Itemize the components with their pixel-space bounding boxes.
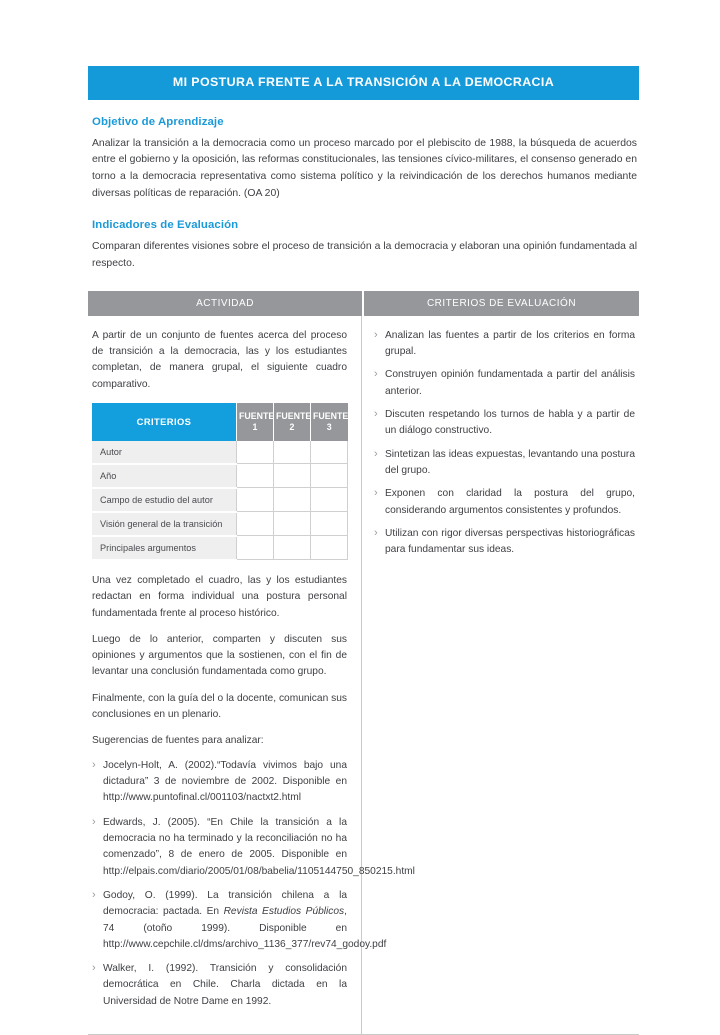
fuente-1-number: 1 (252, 421, 258, 432)
table-row (92, 536, 348, 560)
cuadro-cell-vision-fuente-1[interactable] (237, 512, 274, 536)
fuente-ref-4: Walker, I. (1992). Transición y consolidación democrática en Chile. Charla dictada en la Universidad de Notre Dame en 1992. (103, 963, 347, 1007)
criterio-6: Utilizan con rigor diversas perspectivas historiográficas para fundamentar sus ideas. (385, 527, 635, 556)
cuadro-row-label-ano: Año (92, 464, 237, 488)
sugerencias-fuentes-label: Sugerencias de fuentes para analizar: (92, 735, 264, 747)
cuadro-cell-argumentos-fuente-2[interactable] (274, 536, 311, 560)
list-item (374, 447, 635, 480)
cuadro-cell-autor-fuente-3[interactable] (311, 441, 348, 464)
page-title-banner: MI POSTURA FRENTE A LA TRANSICIÓN A LA DEMOCRACIA (88, 66, 639, 100)
fuente-3-label: FUENTE (313, 410, 349, 421)
fuente-2-label: FUENTE (276, 410, 312, 421)
column-header-actividad: ACTIVIDAD (88, 291, 362, 316)
table-row (92, 464, 348, 488)
columns-header-row (88, 291, 639, 316)
cuadro-row-label-principales-argumentos: Principales argumentos (92, 536, 237, 560)
fuentes-list (92, 758, 415, 1010)
list-item (92, 758, 347, 807)
actividad-intro: A partir de un conjunto de fuentes acerca del proceso de transición a la democracia, las y los estudiantes completan, de manera grupal, el siguiente cuadro comparativo. (92, 329, 347, 390)
cuadro-header-fuente-3 (311, 403, 348, 441)
cuadro-cell-ano-fuente-1[interactable] (237, 464, 274, 488)
cuadro-row-label-vision-general: Visión general de la transición (92, 512, 237, 536)
cuadro-cell-vision-fuente-3[interactable] (311, 512, 348, 536)
cuadro-cell-campo-fuente-1[interactable] (237, 488, 274, 512)
list-item (374, 526, 635, 559)
list-item (374, 367, 635, 400)
fuente-ref-3-post: , 74 (otoño 1999). Disponible en http://www.cepchile.cl/dms/archivo_1136_377/rev74_godoy.pdf (103, 906, 387, 950)
criterio-1: Analizan las fuentes a partir de los criterios en forma grupal. (385, 329, 635, 358)
criterio-5: Exponen con claridad la postura del grupo, considerando argumentos consistentes y profundos. (385, 488, 635, 516)
section-heading-indicadores: Indicadores de Evaluación (92, 219, 239, 232)
cuadro-cell-vision-fuente-2[interactable] (274, 512, 311, 536)
cuadro-header-fuente-1 (237, 403, 274, 441)
list-item (92, 888, 387, 953)
cuadro-cell-campo-fuente-2[interactable] (274, 488, 311, 512)
cuadro-header-fuente-2 (274, 403, 311, 441)
table-row (92, 488, 348, 512)
cuadro-cell-autor-fuente-2[interactable] (274, 441, 311, 464)
list-item (374, 407, 635, 440)
criterios-evaluacion-column (362, 316, 639, 1034)
list-item (92, 815, 415, 880)
fuente-ref-3-italic: Revista Estudios Públicos (223, 906, 345, 918)
fuente-2-number: 2 (289, 421, 295, 432)
table-row (92, 441, 348, 464)
criterios-evaluacion-list (374, 328, 635, 559)
list-item (374, 328, 635, 361)
criterio-2: Construyen opinión fundamentada a partir del análisis anterior. (385, 369, 635, 397)
indicadores-text: Comparan diferentes visiones sobre el proceso de transición a la democracia y elaboran una opinión fundamentada al respecto. (92, 241, 637, 269)
list-item (374, 486, 635, 519)
cuadro-header-criterios: CRITERIOS (92, 403, 237, 441)
cuadro-cell-ano-fuente-3[interactable] (311, 464, 348, 488)
cuadro-cell-ano-fuente-2[interactable] (274, 464, 311, 488)
criterio-3: Discuten respetando los turnos de habla y a partir de un diálogo constructivo. (385, 408, 635, 437)
actividad-paragraph-1: Una vez completado el cuadro, las y los estudiantes redactan en forma individual una postura personal fundamentada frente al proceso histórico. (92, 574, 347, 619)
cuadro-head (92, 403, 348, 441)
fuente-1-label: FUENTE (239, 410, 275, 421)
cuadro-header-row (92, 403, 348, 441)
cuadro-body (92, 441, 348, 560)
worksheet-sheet (88, 66, 639, 1035)
cuadro-cell-campo-fuente-3[interactable] (311, 488, 348, 512)
section-heading-objetivo: Objetivo de Aprendizaje (92, 115, 224, 128)
cuadro-cell-autor-fuente-1[interactable] (237, 441, 274, 464)
cuadro-row-label-autor: Autor (92, 441, 237, 464)
column-header-criterios-evaluacion: CRITERIOS DE EVALUACIÓN (364, 291, 639, 316)
cuadro-row-label-campo-estudio: Campo de estudio del autor (92, 488, 237, 512)
actividad-paragraph-3: Finalmente, con la guía del o la docente, comunican sus conclusiones en un plenario. (92, 692, 347, 721)
columns-body (88, 316, 639, 1035)
fuente-3-number: 3 (326, 421, 332, 432)
cuadro-cell-argumentos-fuente-3[interactable] (311, 536, 348, 560)
table-row (92, 512, 348, 536)
list-item (92, 961, 347, 1010)
criterio-4: Sintetizan las ideas expuestas, levantando una postura del grupo. (385, 448, 635, 476)
cuadro-comparativo (92, 403, 348, 561)
fuente-ref-3-pre: Godoy, O. (1999). La transición chilena a la democracia: pactada. En (103, 889, 347, 918)
objetivo-text: Analizar la transición a la democracia como un proceso marcado por el plebiscito de 1988, la búsqueda de acuerdos entre el gobierno y la oposición, las reformas constitucionales, las tensiones cívico-militares, el consenso generado en torno a la democracia representativa como sistema político y la reivindicación de los derechos humanos mediante diversas políticas de reparación. (OA 20) (92, 137, 637, 200)
cuadro-cell-argumentos-fuente-1[interactable] (237, 536, 274, 560)
actividad-paragraph-2: Luego de lo anterior, comparten y discuten sus opiniones y argumentos que la sostienen, con el fin de levantar una conclusión fundamentada como grupo. (92, 633, 347, 678)
fuente-ref-2: Edwards, J. (2005). “En Chile la transición a la democracia no ha terminado y la reconciliación no ha comenzado”, 8 de enero de 2005. Disponible en http://elpais.com/diario/2005/01/08/babelia/1105144750_850215.html (103, 816, 415, 877)
actividad-column (88, 316, 415, 1034)
fuente-ref-1: Jocelyn-Holt, A. (2002).“Todavía vivimos bajo una dictadura” 3 de noviembre de 2002. Disponible en http://www.puntofinal.cl/001103/nactxt2.html (103, 759, 347, 804)
